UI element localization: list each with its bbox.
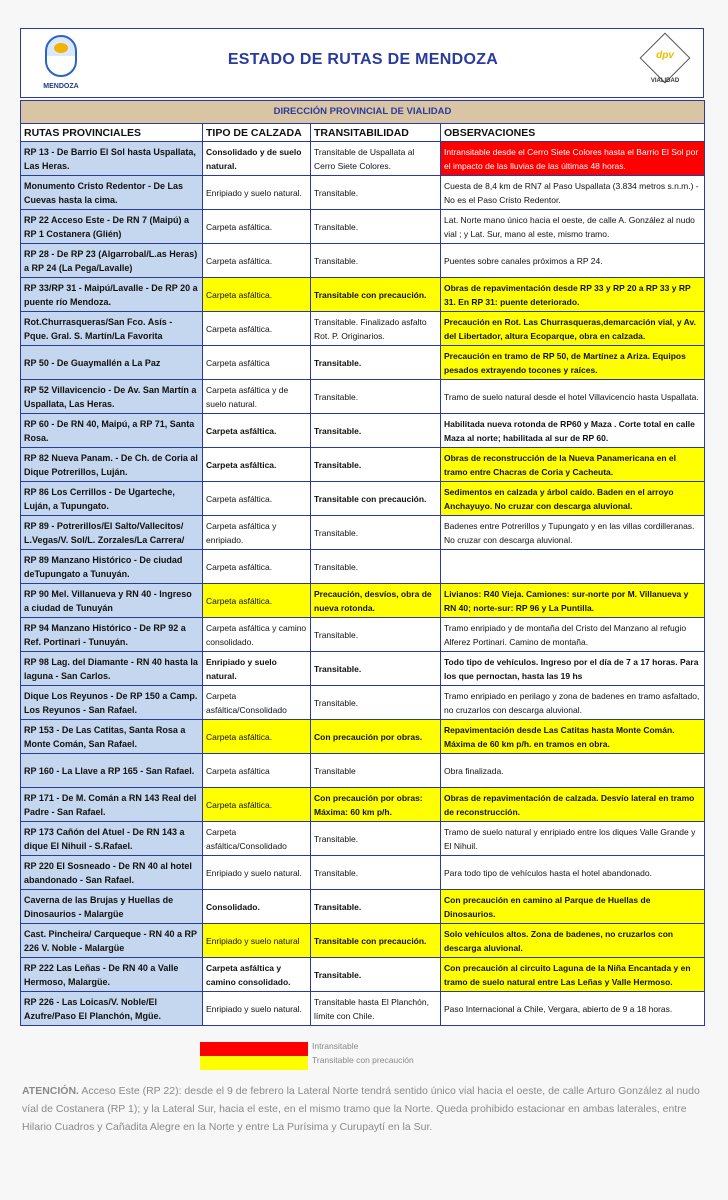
calzada-cell: Carpeta asfáltica. xyxy=(203,550,311,584)
calzada-cell: Carpeta asfáltica. xyxy=(203,210,311,244)
observaciones-cell xyxy=(441,550,705,584)
transitabilidad-cell: Transitable. xyxy=(311,686,441,720)
table-row xyxy=(21,414,705,448)
calzada-cell: Carpeta asfáltica xyxy=(203,346,311,380)
observaciones-cell: Precaución en tramo de RP 50, de Martínez a Ariza. Equipos pesados extrayendo tocones y raíces. xyxy=(441,346,705,380)
observaciones-cell: Paso Internacional a Chile, Vergara, abierto de 9 a 18 horas. xyxy=(441,992,705,1026)
transitabilidad-cell: Transitable de Uspallata al Cerro Siete Colores. xyxy=(311,142,441,176)
calzada-cell: Consolidado. xyxy=(203,890,311,924)
attention-note xyxy=(22,1082,706,1136)
table-row xyxy=(21,346,705,380)
transitabilidad-cell: Transitable. xyxy=(311,414,441,448)
calzada-cell: Consolidado y de suelo natural. xyxy=(203,142,311,176)
table-row xyxy=(21,142,705,176)
transitabilidad-cell: Transitable con precaución. xyxy=(311,924,441,958)
dpv-logo-text: dpv xyxy=(656,50,674,61)
table-row xyxy=(21,890,705,924)
calzada-cell: Carpeta asfáltica. xyxy=(203,720,311,754)
calzada-cell: Carpeta asfáltica. xyxy=(203,414,311,448)
transitabilidad-cell: Transitable. xyxy=(311,618,441,652)
calzada-cell: Carpeta asfáltica. xyxy=(203,788,311,822)
sun-icon xyxy=(54,43,68,53)
observaciones-cell: Tramo enripiado y de montaña del Cristo del Manzano al refugio Alferez Portinari. Camino de montaña. xyxy=(441,618,705,652)
observaciones-cell: Badenes entre Potrerillos y Tupungato y en las villas cordilleranas. No cruzar con descarga aluvional. xyxy=(441,516,705,550)
table-row xyxy=(21,856,705,890)
route-cell: RP 171 - De M. Comán a RN 143 Real del Padre - San Rafael. xyxy=(21,788,203,822)
calzada-cell: Carpeta asfáltica. xyxy=(203,244,311,278)
calzada-cell: Carpeta asfáltica y camino consolidado. xyxy=(203,618,311,652)
table-row xyxy=(21,550,705,584)
shield-icon xyxy=(45,35,77,77)
route-cell: RP 82 Nueva Panam. - De Ch. de Coria al Dique Potrerillos, Luján. xyxy=(21,448,203,482)
observaciones-cell: Obras de reconstrucción de la Nueva Panamericana en el tramo entre Chacras de Coria y Cacheuta. xyxy=(441,448,705,482)
col-header-calzada: TIPO DE CALZADA xyxy=(203,124,311,142)
transitabilidad-cell: Transitable hasta El Planchón, límite con Chile. xyxy=(311,992,441,1026)
route-cell: RP 60 - De RN 40, Maipú, a RP 71, Santa Rosa. xyxy=(21,414,203,448)
transitabilidad-cell: Transitable. xyxy=(311,550,441,584)
table-row xyxy=(21,754,705,788)
transitabilidad-cell: Transitable. xyxy=(311,448,441,482)
table-row xyxy=(21,312,705,346)
calzada-cell: Enripiado y suelo natural. xyxy=(203,856,311,890)
transitabilidad-cell: Transitable. Finalizado asfalto Rot. P. Originarios. xyxy=(311,312,441,346)
calzada-cell: Carpeta asfáltica. xyxy=(203,278,311,312)
route-cell: RP 220 El Sosneado - De RN 40 al hotel abandonado - San Rafael. xyxy=(21,856,203,890)
observaciones-cell: Obra finalizada. xyxy=(441,754,705,788)
legend-swatch-precaucion xyxy=(200,1056,308,1070)
table-row xyxy=(21,244,705,278)
table-row xyxy=(21,210,705,244)
observaciones-cell: Intransitable desde el Cerro Siete Colores hasta el Barrio El Sol por el impacto de las lluvias de las últimas 48 horas. xyxy=(441,142,705,176)
header xyxy=(20,28,704,98)
route-cell: RP 153 - De Las Catitas, Santa Rosa a Monte Comán, San Rafael. xyxy=(21,720,203,754)
route-cell: RP 33/RP 31 - Maipú/Lavalle - De RP 20 a puente río Mendoza. xyxy=(21,278,203,312)
observaciones-cell: Precaución en Rot. Las Churrasqueras,demarcación vial, y Av. del Libertador, altura Ecoparque, obra en calzada. xyxy=(441,312,705,346)
observaciones-cell: Tramo de suelo natural desde el hotel Villavicencio hasta Uspallata. xyxy=(441,380,705,414)
col-header-rutas: RUTAS PROVINCIALES xyxy=(21,124,203,142)
route-cell: RP 89 - Potrerillos/El Salto/Vallecitos/ L.Vegas/V. Sol/L. Zorzales/La Carrera/ xyxy=(21,516,203,550)
note-text: Acceso Este (RP 22): desde el 9 de febrero la Lateral Norte tendrá sentido único vial hacia el oeste, de calle Arturo González al nudo víal de Costanera (RP 1); y la Lateral Sur, hacia el este, en el mismo tramo que la Norte. Queda prohibido estacionar en ambas laterales, entre Hilario Cuadros y Cañadita Alegre en la Norte y entre La Purísima y Curupaytí en la Sur. xyxy=(22,1085,700,1133)
transitabilidad-cell: Transitable. xyxy=(311,210,441,244)
route-cell: RP 173 Cañón del Atuel - De RN 143 a dique El Nihuil - S.Rafael. xyxy=(21,822,203,856)
route-cell: RP 94 Manzano Histórico - De RP 92 a Ref. Portinari - Tunuyán. xyxy=(21,618,203,652)
route-cell: RP 28 - De RP 23 (Algarrobal/L.as Heras) a RP 24 (La Pega/Lavalle) xyxy=(21,244,203,278)
observaciones-cell: Repavimentación desde Las Catitas hasta Monte Comán. Máxima de 60 km p/h. en tramos en obra. xyxy=(441,720,705,754)
table-row xyxy=(21,482,705,516)
observaciones-cell: Tramo de suelo natural y enripiado entre los diques Valle Grande y El Nihuil. xyxy=(441,822,705,856)
route-cell: Monumento Cristo Redentor - De Las Cuevas hasta la cima. xyxy=(21,176,203,210)
route-cell: Rot.Churrasqueras/San Fco. Asís - Pque. Gral. S. Martín/La Favorita xyxy=(21,312,203,346)
route-cell: RP 52 Villavicencio - De Av. San Martín a Uspallata, Las Heras. xyxy=(21,380,203,414)
calzada-cell: Carpeta asfáltica xyxy=(203,754,311,788)
route-cell: RP 86 Los Cerrillos - De Ugarteche, Luján, a Tupungato. xyxy=(21,482,203,516)
transitabilidad-cell: Transitable con precaución. xyxy=(311,278,441,312)
calzada-cell: Enripiado y suelo natural xyxy=(203,924,311,958)
table-row xyxy=(21,652,705,686)
transitabilidad-cell: Transitable. xyxy=(311,244,441,278)
observaciones-cell: Con precaución al circuito Laguna de la Niña Encantada y en tramo de suelo natural entre Las Leñas y Valle Hermoso. xyxy=(441,958,705,992)
observaciones-cell: Para todo tipo de vehículos hasta el hotel abandonado. xyxy=(441,856,705,890)
observaciones-cell: Solo vehículos altos. Zona de badenes, no cruzarlos con descarga aluvional. xyxy=(441,924,705,958)
note-lead: ATENCIÓN. xyxy=(22,1085,79,1097)
route-cell: RP 13 - De Barrio El Sol hasta Uspallata, Las Heras. xyxy=(21,142,203,176)
route-cell: RP 160 - La Llave a RP 165 - San Rafael. xyxy=(21,754,203,788)
calzada-cell: Carpeta asfáltica/Consolidado xyxy=(203,822,311,856)
transitabilidad-cell: Con precaución por obras: Máxima: 60 km p/h. xyxy=(311,788,441,822)
legend xyxy=(200,1040,460,1072)
table-row xyxy=(21,720,705,754)
col-header-observaciones: OBSERVACIONES xyxy=(441,124,705,142)
report-frame xyxy=(20,28,704,1033)
table-row xyxy=(21,992,705,1026)
transitabilidad-cell: Transitable. xyxy=(311,380,441,414)
observaciones-cell: Habilitada nueva rotonda de RP60 y Maza . Corte total en calle Maza al norte; habilitada al sur de RP 60. xyxy=(441,414,705,448)
legend-label-intransitable: Intransitable xyxy=(312,1041,359,1051)
route-cell: RP 222 Las Leñas - De RN 40 a Valle Hermoso, Malargüe. xyxy=(21,958,203,992)
transitabilidad-cell: Transitable. xyxy=(311,176,441,210)
transitabilidad-cell: Transitable. xyxy=(311,958,441,992)
observaciones-cell: Con precaución en camino al Parque de Huellas de Dinosaurios. xyxy=(441,890,705,924)
calzada-cell: Carpeta asfáltica y enripiado. xyxy=(203,516,311,550)
transitabilidad-cell: Transitable xyxy=(311,754,441,788)
route-cell: RP 22 Acceso Este - De RN 7 (Maipú) a RP 1 Costanera (Glién) xyxy=(21,210,203,244)
calzada-cell: Carpeta asfáltica y camino consolidado. xyxy=(203,958,311,992)
table-row xyxy=(21,686,705,720)
observaciones-cell: Obras de repavimentación de calzada. Desvío lateral en tramo de reconstrucción. xyxy=(441,788,705,822)
transitabilidad-cell: Precaución, desvíos, obra de nueva rotonda. xyxy=(311,584,441,618)
route-cell: Dique Los Reyunos - De RP 150 a Camp. Los Reyunos - San Rafael. xyxy=(21,686,203,720)
table-row xyxy=(21,176,705,210)
calzada-cell: Carpeta asfáltica/Consolidado xyxy=(203,686,311,720)
transitabilidad-cell: Con precaución por obras. xyxy=(311,720,441,754)
transitabilidad-cell: Transitable. xyxy=(311,516,441,550)
col-header-transitabilidad: TRANSITABILIDAD xyxy=(311,124,441,142)
calzada-cell: Enripiado y suelo natural. xyxy=(203,652,311,686)
calzada-cell: Carpeta asfáltica. xyxy=(203,584,311,618)
legend-swatch-intransitable xyxy=(200,1042,308,1056)
route-cell: Cast. Pincheira/ Carqueque - RN 40 a RP 226 V. Noble - Malargüe xyxy=(21,924,203,958)
table-row xyxy=(21,380,705,414)
calzada-cell: Carpeta asfáltica y de suelo natural. xyxy=(203,380,311,414)
table-row xyxy=(21,516,705,550)
legend-label-precaucion: Transitable con precaución xyxy=(312,1055,414,1065)
table-row xyxy=(21,278,705,312)
table-row xyxy=(21,618,705,652)
calzada-cell: Carpeta asfáltica. xyxy=(203,312,311,346)
vialidad-logo xyxy=(641,38,689,88)
transitabilidad-cell: Transitable. xyxy=(311,652,441,686)
table-row xyxy=(21,822,705,856)
calzada-cell: Enripiado y suelo natural. xyxy=(203,176,311,210)
calzada-cell: Carpeta asfáltica. xyxy=(203,482,311,516)
mendoza-logo xyxy=(37,35,85,95)
table-row xyxy=(21,584,705,618)
page-title: ESTADO DE RUTAS DE MENDOZA xyxy=(227,51,499,68)
route-cell: RP 50 - De Guaymallén a La Paz xyxy=(21,346,203,380)
table-row xyxy=(21,448,705,482)
observaciones-cell: Livianos: R40 Vieja. Camiones: sur-norte por M. Villanueva y RN 40; norte-sur: RP 96 y La Puntilla. xyxy=(441,584,705,618)
transitabilidad-cell: Transitable. xyxy=(311,856,441,890)
calzada-cell: Carpeta asfáltica. xyxy=(203,448,311,482)
vialidad-logo-text: VIALIDAD xyxy=(650,78,680,84)
transitabilidad-cell: Transitable con precaución. xyxy=(311,482,441,516)
mendoza-logo-text: MENDOZA xyxy=(43,83,79,90)
observaciones-cell: Obras de repavimentación desde RP 33 y RP 20 a RP 33 y RP 31. En RP 31: puente deteriorado. xyxy=(441,278,705,312)
observaciones-cell: Cuesta de 8,4 km de RN7 al Paso Uspallata (3.834 metros s.n.m.) - No es el Paso Cristo Redentor. xyxy=(441,176,705,210)
observaciones-cell: Sedimentos en calzada y árbol caído. Baden en el arroyo Anchayuyo. No cruzar con descarga aluvional. xyxy=(441,482,705,516)
table-row xyxy=(21,924,705,958)
transitabilidad-cell: Transitable. xyxy=(311,346,441,380)
table-row xyxy=(21,958,705,992)
table-subtitle: DIRECCIÓN PROVINCIAL DE VIALIDAD xyxy=(21,101,705,124)
route-cell: RP 98 Lag. del Diamante - RN 40 hasta la laguna - San Carlos. xyxy=(21,652,203,686)
observaciones-cell: Puentes sobre canales próximos a RP 24. xyxy=(441,244,705,278)
routes-table xyxy=(20,100,705,1026)
route-cell: RP 226 - Las Loicas/V. Noble/El Azufre/Paso El Planchón, Mgüe. xyxy=(21,992,203,1026)
route-cell: Caverna de las Brujas y Huellas de Dinosaurios - Malargüe xyxy=(21,890,203,924)
route-cell: RP 90 Mel. Villanueva y RN 40 - Ingreso a ciudad de Tunuyán xyxy=(21,584,203,618)
transitabilidad-cell: Transitable. xyxy=(311,822,441,856)
route-cell: RP 89 Manzano Histórico - De ciudad deTupungato a Tunuyán. xyxy=(21,550,203,584)
observaciones-cell: Lat. Norte mano único hacia el oeste, de calle A. González al nudo vial ; y Lat. Sur, mano al este, mismo tramo. xyxy=(441,210,705,244)
transitabilidad-cell: Transitable. xyxy=(311,890,441,924)
observaciones-cell: Todo tipo de vehículos. Ingreso por el día de 7 a 17 horas. Para los que pernoctan, hasta las 19 hs xyxy=(441,652,705,686)
observaciones-cell: Tramo enripiado en perilago y zona de badenes en tramo asfaltado, no cruzarlos con descarga aluvional. xyxy=(441,686,705,720)
table-row xyxy=(21,788,705,822)
calzada-cell: Enripiado y suelo natural. xyxy=(203,992,311,1026)
